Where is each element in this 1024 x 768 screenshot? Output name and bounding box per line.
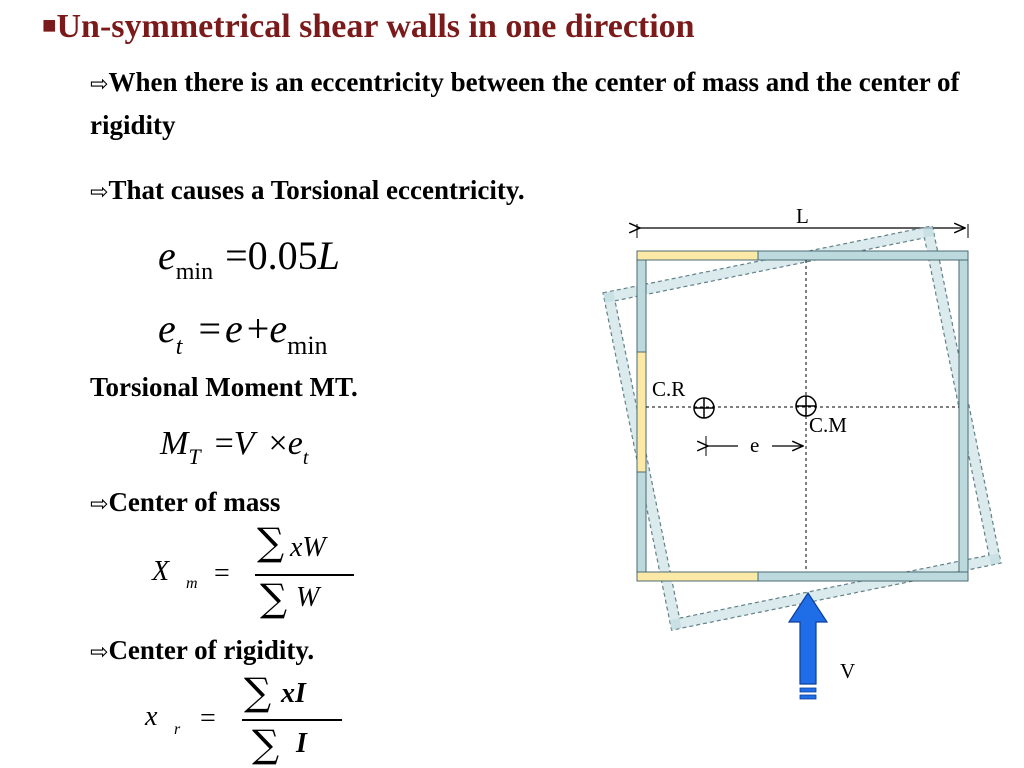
- eq-subscript: m: [186, 575, 198, 592]
- eq-var: V: [233, 425, 255, 462]
- title-square-marker: ■: [42, 13, 57, 39]
- eq-var: e: [158, 233, 176, 278]
- shear-force-arrow: [789, 593, 827, 699]
- eq-var: X: [152, 556, 170, 587]
- rotated-wall-fill: [603, 226, 934, 303]
- bottom-wall-yellow: [637, 572, 758, 581]
- eq-var: e: [225, 306, 243, 351]
- bullet-text: That causes a Torsional eccentricity.: [108, 175, 525, 205]
- left-wall: [637, 260, 646, 352]
- sigma-symbol: ∑: [252, 722, 280, 766]
- bottom-wall: [758, 572, 968, 581]
- eq-numerator: xW: [290, 532, 326, 563]
- eq-subscript: r: [174, 721, 181, 738]
- eq-denominator: I: [296, 728, 307, 759]
- eq-var: M: [160, 425, 189, 462]
- top-wall: [758, 251, 968, 260]
- shear-force-label: V: [840, 659, 856, 683]
- eq-var: e: [158, 306, 176, 351]
- eq-number: 0.05: [247, 233, 318, 278]
- eq-subscript: T: [188, 444, 201, 469]
- bullet-text: Center of mass: [108, 487, 281, 517]
- rotated-frame-inner: [615, 238, 989, 618]
- eq-operator: =: [198, 306, 221, 351]
- rotated-wall-fill: [670, 553, 1001, 630]
- torsional-moment-heading: Torsional Moment MT.: [90, 372, 358, 402]
- center-of-rigidity-symbol: [694, 398, 714, 418]
- center-of-rigidity-label: C.R: [652, 377, 686, 401]
- bullet-text: When there is an eccentricity between the center of mass and the center of rigidity: [90, 67, 960, 140]
- arrow-bullet-icon: ⇨: [90, 640, 109, 665]
- left-wall: [637, 472, 646, 572]
- bullet-text: Center of rigidity.: [108, 635, 315, 665]
- eq-var: x: [145, 701, 158, 732]
- length-label: L: [796, 204, 809, 228]
- sigma-symbol: ∑: [257, 520, 285, 564]
- left-wall-yellow: [637, 352, 646, 472]
- right-wall: [959, 260, 968, 572]
- eq-var: L: [317, 233, 340, 278]
- eq-denominator: W: [296, 582, 320, 613]
- arrow-bullet-icon: ⇨: [90, 72, 109, 97]
- arrow-bullet-icon: ⇨: [90, 180, 109, 205]
- eq-operator: =: [214, 558, 230, 589]
- eq-operator: ×: [268, 425, 288, 462]
- eq-operator: +: [246, 306, 270, 351]
- eq-operator: =: [225, 233, 248, 278]
- eq-operator: =: [214, 425, 234, 462]
- eq-var: e: [287, 425, 303, 462]
- center-of-mass-label: C.M: [809, 413, 847, 437]
- eq-subscript: t: [302, 447, 309, 469]
- sigma-symbol: ∑: [260, 576, 288, 620]
- arrow-bullet-icon: ⇨: [90, 492, 109, 517]
- sigma-symbol: ∑: [244, 670, 272, 714]
- top-wall-yellow: [637, 251, 758, 260]
- eq-subscript: min: [287, 331, 328, 360]
- eq-subscript: min: [175, 259, 214, 285]
- eccentricity-label: e: [750, 433, 760, 457]
- eq-numerator: xI: [281, 678, 306, 709]
- rotated-frame: [603, 226, 1001, 630]
- title-text: Un-symmetrical shear walls in one direction: [56, 8, 695, 45]
- eq-operator: =: [200, 703, 216, 734]
- eq-subscript: t: [175, 334, 183, 360]
- eq-var: e: [269, 306, 288, 351]
